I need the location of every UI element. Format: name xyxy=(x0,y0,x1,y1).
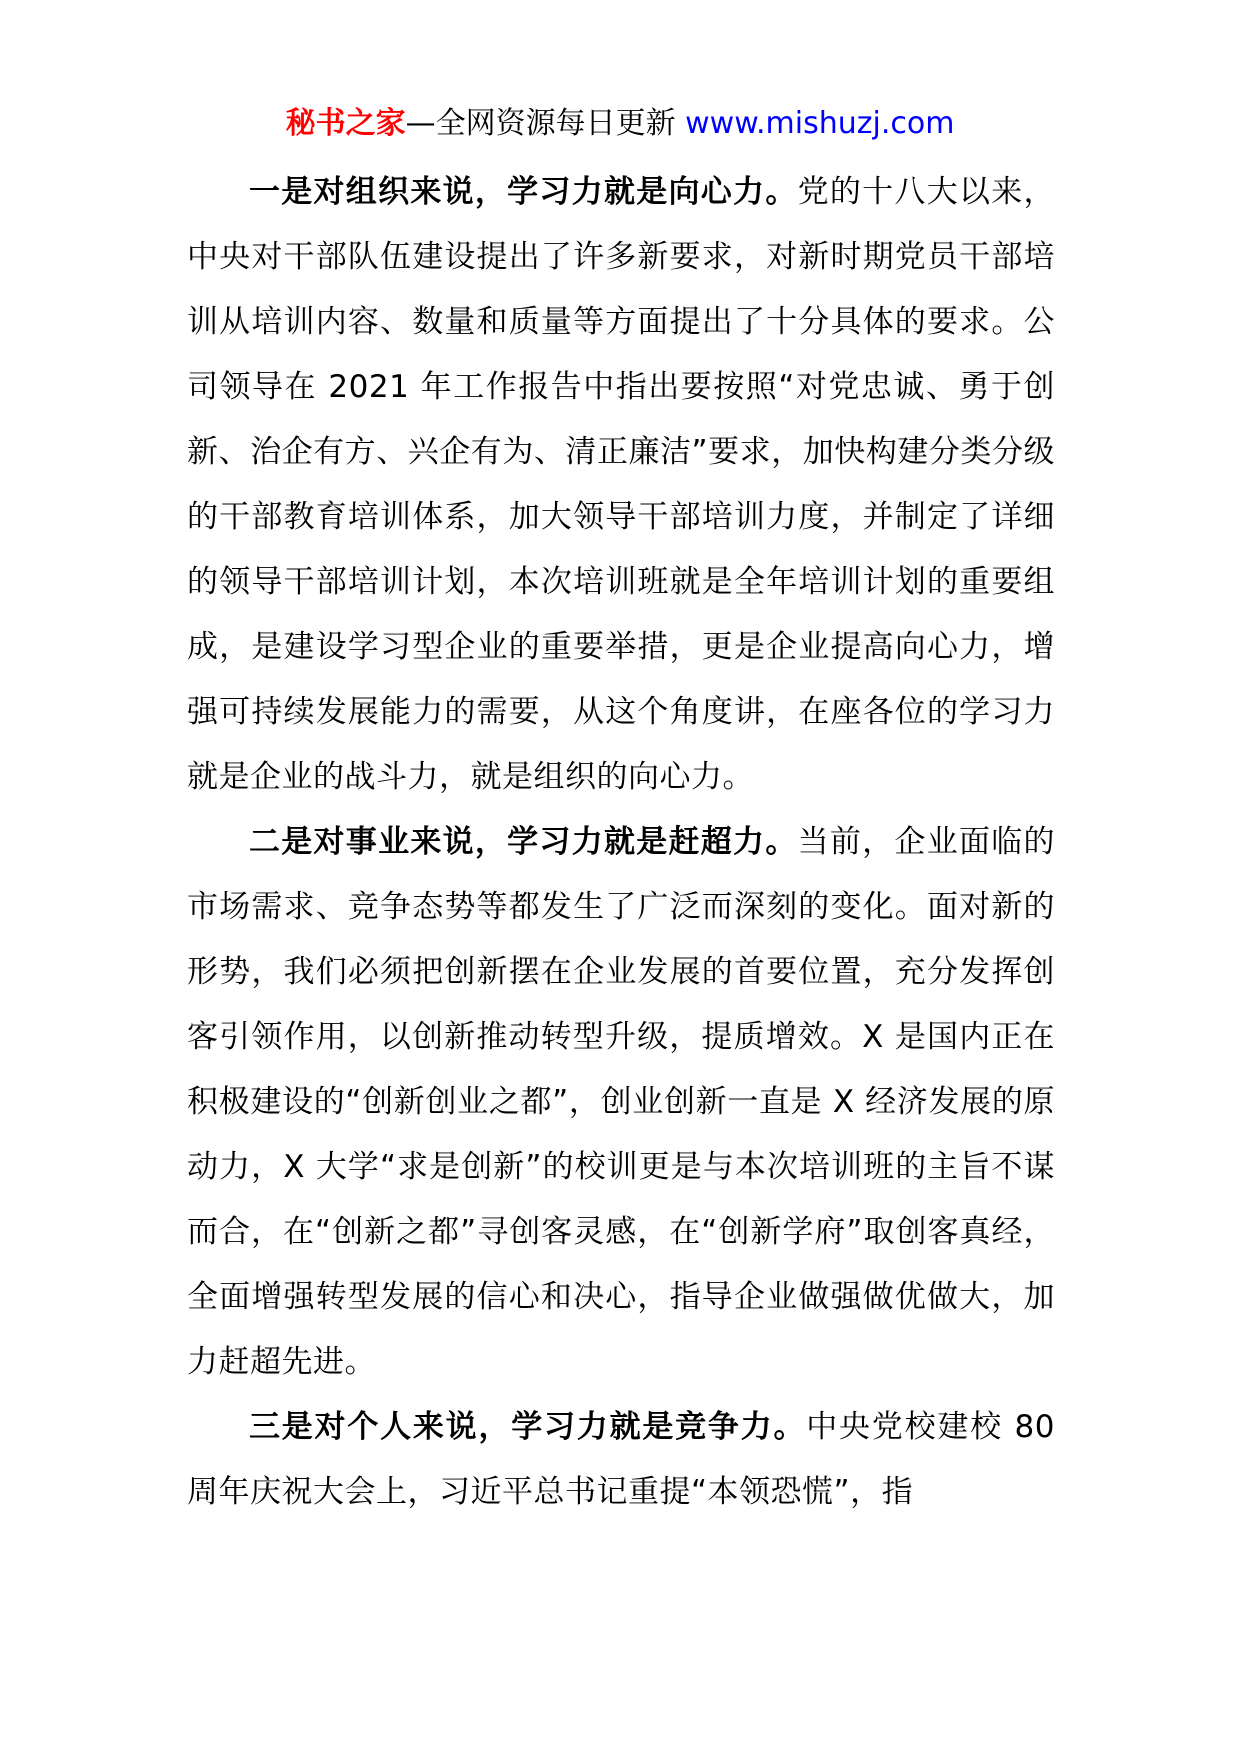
site-url-link[interactable]: www.mishuzj.com xyxy=(685,106,955,141)
paragraph-text: 党的十八大以来，中央对干部队伍建设提出了许多新要求，对新时期党员干部培训从培训内容、数量和质量等方面提出了十分具体的要求。公司领导在 2021 年工作报告中指出要按照“对党忠诚、勇于创新、治企有方、兴企有为、清正廉洁”要求，加快构建分类分级的干部教育培训体系，加大领导干部培训力度，并制定了详细的领导干部培训计划，本次培训班就是全年培训计划的重要组成，是建设学习型企业的重要举措，更是企业提高向心力，增强可持续发展能力的需要，从这个角度讲，在座各位的学习力就是企业的战斗力，就是组织的向心力。 xyxy=(187,174,1056,795)
site-header xyxy=(0,104,1240,144)
paragraph-lead: 三是对个人来说，学习力就是竞争力。 xyxy=(249,1409,807,1445)
header-tagline: —全网资源每日更新 xyxy=(405,106,686,141)
paragraph-lead: 一是对组织来说，学习力就是向心力。 xyxy=(249,174,798,210)
paragraph-organization xyxy=(187,160,1055,810)
paragraph-lead: 二是对事业来说，学习力就是赶超力。 xyxy=(249,824,798,860)
paragraph-individual xyxy=(187,1395,1055,1525)
paragraph-text: 当前，企业面临的市场需求、竞争态势等都发生了广泛而深刻的变化。面对新的形势，我们必须把创新摆在企业发展的首要位置，充分发挥创客引领作用，以创新推动转型升级，提质增效。X 是国内正在积极建设的“创新创业之都”，创业创新一直是 X 经济发展的原动力，X 大学“求是创新”的校训更是与本次培训班的主旨不谋而合，在“创新之都”寻创客灵感，在“创新学府”取创客真经，全面增强转型发展的信心和决心，指导企业做强做优做大，加力赶超先进。 xyxy=(187,824,1056,1380)
brand-name: 秘书之家 xyxy=(285,106,406,141)
paragraph-career xyxy=(187,810,1055,1395)
document-body xyxy=(187,160,1055,1525)
paragraph-text: 中央党校建校 80 周年庆祝大会上，习近平总书记重提“本领恐慌”，指 xyxy=(187,1409,1056,1510)
